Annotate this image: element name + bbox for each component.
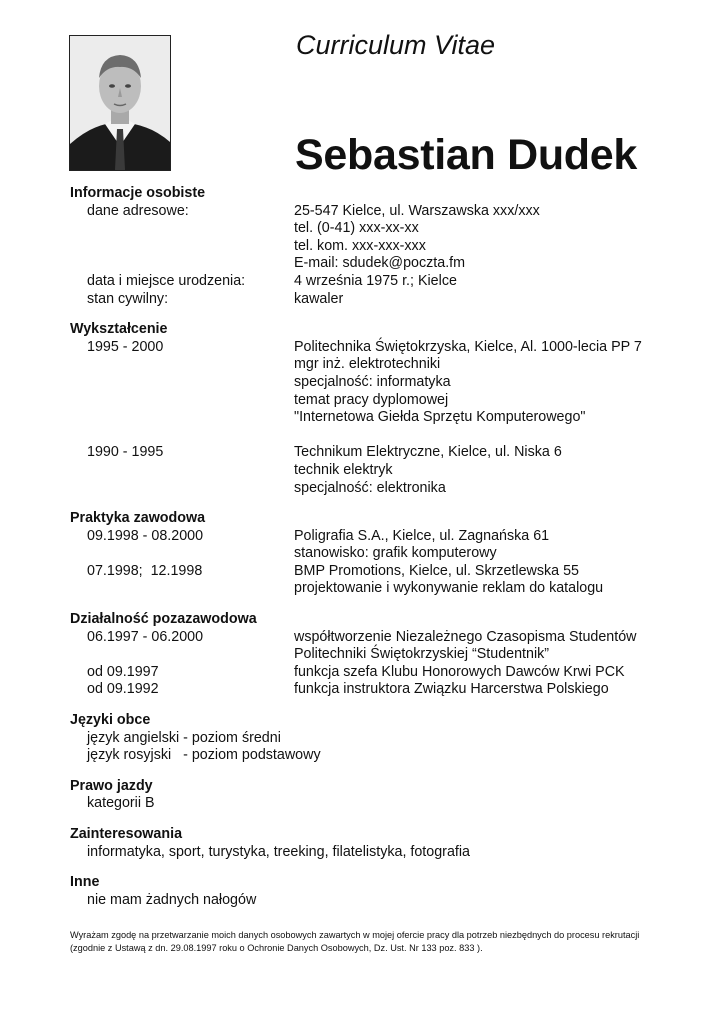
entry-details xyxy=(294,664,625,682)
other-line: nie mam żadnych nałogów xyxy=(87,891,257,908)
section-practice xyxy=(70,510,690,598)
activity-entry xyxy=(70,629,690,664)
language-line: język angielski - poziom średni xyxy=(87,729,281,746)
section-title: Prawo jazdy xyxy=(70,777,153,794)
period-label: od 09.1992 xyxy=(87,681,159,698)
education-entry xyxy=(70,444,690,497)
entry-details xyxy=(294,681,609,699)
email-line: E-mail: sdudek@poczta.fm xyxy=(294,255,466,272)
period-label: 06.1997 - 06.2000 xyxy=(87,628,204,645)
period-label: 1995 - 2000 xyxy=(87,338,164,355)
entry-line: współtworzenie Niezależnego Czasopisma Studentów xyxy=(294,628,637,645)
portrait-image xyxy=(70,36,170,170)
section-title: Informacje osobiste xyxy=(70,185,206,201)
phone-line: tel. (0-41) xxx-xx-xx xyxy=(294,220,419,237)
cv-content xyxy=(70,185,690,922)
consent-line: (zgodnie z Ustawą z dn. 29.08.1997 roku o Ochronie Danych Osobowych, Dz. Ust. Nr 133 poz. 833 ). xyxy=(70,942,483,953)
profile-photo xyxy=(69,35,171,171)
entry-line: Politechnika Świętokrzyska, Kielce, Al. 1000-lecia PP 7 xyxy=(294,338,642,355)
period-label: 07.1998; 12.1998 xyxy=(87,562,203,579)
entry-line: technik elektryk xyxy=(294,461,393,478)
entry-details xyxy=(294,629,637,664)
section-languages xyxy=(70,712,690,765)
address-label: dane adresowe: xyxy=(87,202,189,219)
activity-entry xyxy=(70,681,690,699)
license-line: kategorii B xyxy=(87,795,155,812)
section-education xyxy=(70,321,690,497)
education-entry xyxy=(70,339,690,427)
section-title: Działalność pozazawodowa xyxy=(70,611,257,628)
entry-line: funkcja instruktora Związku Harcerstwa Polskiego xyxy=(294,681,609,698)
section-title: Języki obce xyxy=(70,712,151,729)
birth-row xyxy=(70,273,690,291)
period-label: 1990 - 1995 xyxy=(87,444,164,461)
section-title: Inne xyxy=(70,874,100,891)
entry-line: specjalność: elektronika xyxy=(294,479,446,496)
interests-line: informatyka, sport, turystyka, treeking, filatelistyka, fotografia xyxy=(87,843,470,860)
period-label: 09.1998 - 08.2000 xyxy=(87,527,204,544)
document-title: Curriculum Vitae xyxy=(296,30,496,60)
section-title: Praktyka zawodowa xyxy=(70,510,206,527)
entry-line: "Internetowa Giełda Sprzętu Komputerowego" xyxy=(294,409,586,426)
person-name: Sebastian Dudek xyxy=(295,131,637,179)
marital-value: kawaler xyxy=(294,290,344,307)
practice-entry xyxy=(70,528,690,563)
entry-line: funkcja szefa Klubu Honorowych Dawców Krwi PCK xyxy=(294,663,625,680)
entry-line: specjalność: informatyka xyxy=(294,373,451,390)
section-personal xyxy=(70,185,690,308)
section-title: Wykształcenie xyxy=(70,321,168,338)
birth-value: 4 września 1975 r.; Kielce xyxy=(294,272,457,289)
period-label: od 09.1997 xyxy=(87,663,159,680)
section-title: Zainteresowania xyxy=(70,826,183,842)
marital-row xyxy=(70,291,690,309)
entry-line: BMP Promotions, Kielce, ul. Skrzetlewska 55 xyxy=(294,562,579,579)
entry-line: stanowisko: grafik komputerowy xyxy=(294,545,497,562)
mobile-line: tel. kom. xxx-xxx-xxx xyxy=(294,237,426,254)
entry-line: temat pracy dyplomowej xyxy=(294,391,449,408)
marital-label: stan cywilny: xyxy=(87,290,169,307)
entry-line: mgr inż. elektrotechniki xyxy=(294,356,441,373)
address-values xyxy=(294,203,540,273)
entry-line: Politechniki Świętokrzyskiej “Studentnik” xyxy=(294,646,550,663)
birth-label: data i miejsce urodzenia: xyxy=(87,272,246,289)
consent-clause xyxy=(70,929,685,954)
entry-details xyxy=(294,528,549,563)
practice-entry xyxy=(70,563,690,598)
entry-details xyxy=(294,444,562,497)
section-license xyxy=(70,778,690,813)
entry-line: Technikum Elektryczne, Kielce, ul. Niska 6 xyxy=(294,444,562,461)
section-activity xyxy=(70,611,690,699)
entry-line: projektowanie i wykonywanie reklam do katalogu xyxy=(294,580,604,597)
section-interests xyxy=(70,826,690,861)
language-line: język rosyjski - poziom podstawowy xyxy=(87,747,321,764)
section-other xyxy=(70,874,690,909)
entry-details xyxy=(294,339,642,427)
consent-line: Wyrażam zgodę na przetwarzanie moich danych osobowych zawartych w mojej ofercie pracy dla potrzeb niezbędnych do procesu rekrutacji xyxy=(70,930,640,940)
entry-details xyxy=(294,563,603,598)
entry-line: Poligrafia S.A., Kielce, ul. Zagnańska 61 xyxy=(294,527,550,544)
activity-entry xyxy=(70,664,690,682)
address-row xyxy=(70,203,690,273)
address-line: 25-547 Kielce, ul. Warszawska xxx/xxx xyxy=(294,202,540,219)
